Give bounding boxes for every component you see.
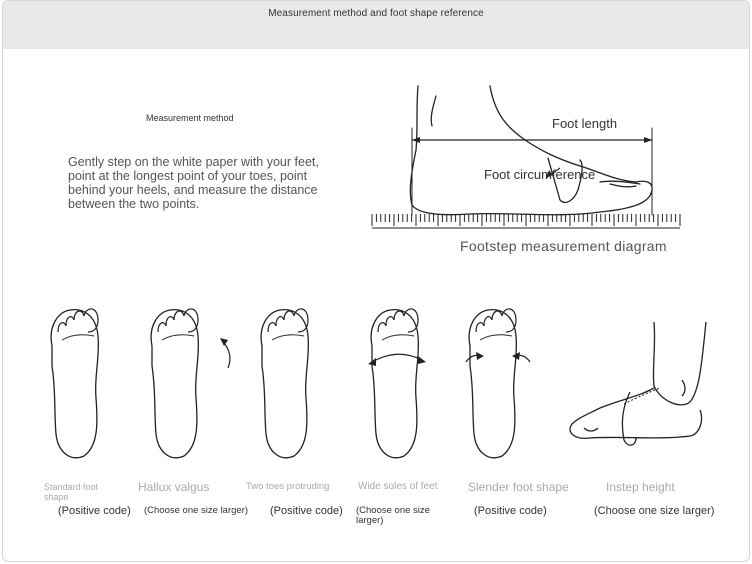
foot-shape-size-code: (Choose one size larger) — [144, 505, 249, 516]
foot-instep-side — [570, 322, 706, 445]
page-title: Measurement method and foot shape reference — [268, 8, 484, 19]
method-instructions: Gently step on the white paper with your feet, point at the longest point of your toes, point behind your heels, and measure the distance between the two points. — [68, 155, 319, 211]
foot-two-toes — [261, 309, 308, 458]
foot-wide-soles — [371, 309, 418, 458]
foot-shape-size-code: (Positive code) — [270, 505, 343, 517]
foot-shape-name: Hallux valgus — [138, 480, 210, 494]
foot-shape-name: Instep height — [606, 480, 675, 494]
diagram-caption: Footstep measurement diagram — [460, 238, 667, 254]
method-title: Measurement method — [146, 113, 234, 123]
foot-standard-shape — [51, 309, 98, 458]
foot-hallux-valgus — [151, 309, 198, 458]
foot-shape-name: Standard foot shape — [44, 482, 99, 502]
foot-length-label: Foot length — [552, 116, 618, 131]
foot-shape-size-code: (Positive code) — [474, 505, 547, 517]
foot-circumference-label: Foot circumference — [484, 167, 596, 182]
foot-slender — [469, 309, 516, 458]
foot-shape-name: Wide soles of feet — [358, 481, 438, 492]
foot-shape-size-code: (Choose one size larger) — [594, 505, 715, 517]
foot-shape-name: Two toes protruding — [246, 481, 330, 492]
foot-shape-size-code: (Positive code) — [58, 505, 131, 517]
foot-shape-size-code: (Choose one size larger) — [356, 505, 430, 526]
foot-shape-name: Slender foot shape — [468, 480, 569, 494]
